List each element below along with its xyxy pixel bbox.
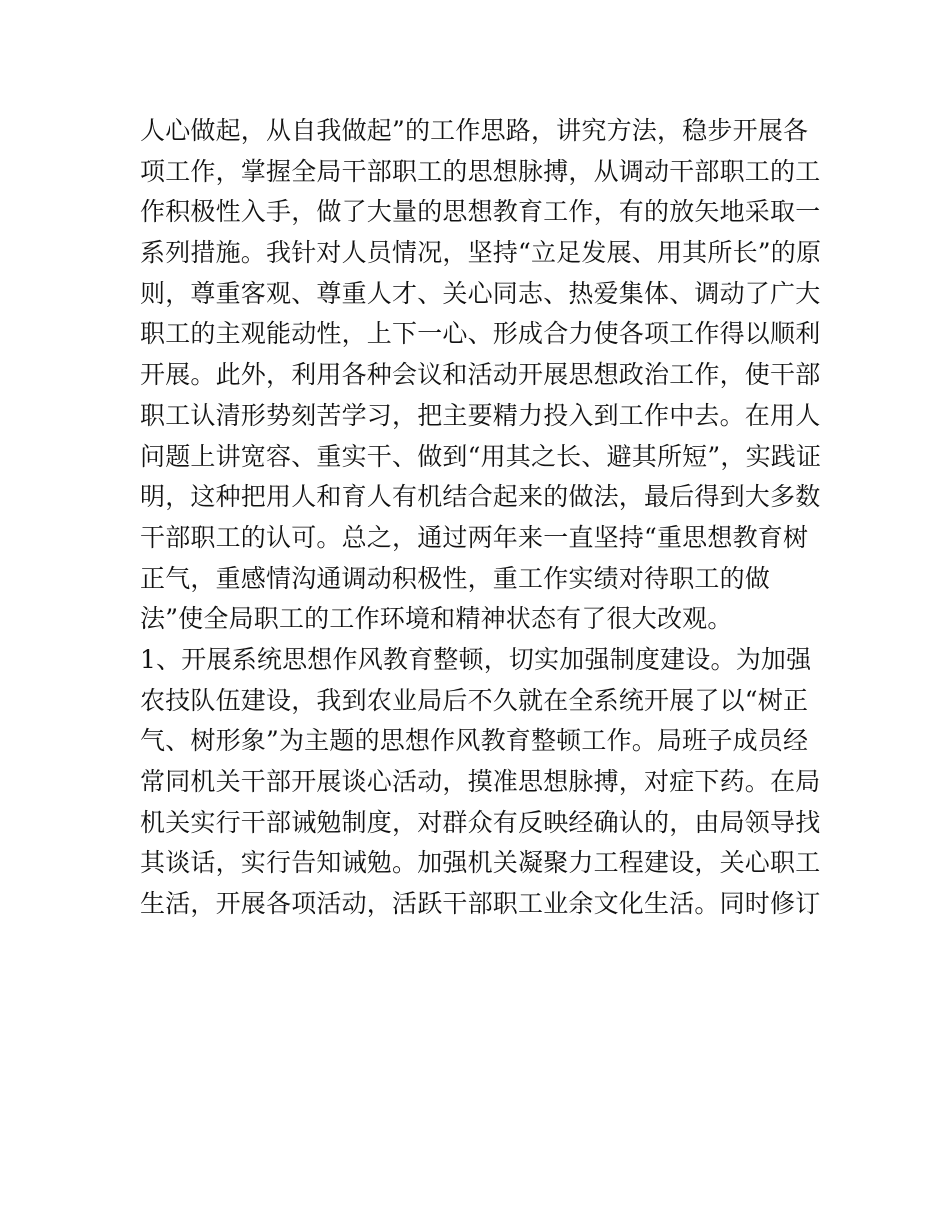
paragraph-1 <box>140 111 820 640</box>
text-line: 生活，开展各项活动，活跃干部职工业余文化生活。同时修订 <box>140 889 821 919</box>
text-line: 1、开展系统思想作风教育整顿，切实加强制度建设。为加强 <box>140 644 812 674</box>
text-line: 明，这种把用人和育人有机结合起来的做法，最后得到大多数 <box>140 482 821 512</box>
text-line: 干部职工的认可。总之，通过两年来一直坚持“重思想教育树 <box>140 522 809 552</box>
text-line: 职工认清形势刻苦学习，把主要精力投入到工作中去。在用人 <box>140 400 821 430</box>
text-line: 开展。此外，利用各种会议和活动开展思想政治工作，使干部 <box>140 360 821 390</box>
text-line: 其谈话，实行告知诫勉。加强机关凝聚力工程建设，关心职工 <box>140 848 821 878</box>
text-line: 则，尊重客观、尊重人才、关心同志、热爱集体、调动了广大 <box>140 278 821 308</box>
text-line: 职工的主观能动性，上下一心、形成合力使各项工作得以顺利 <box>140 319 821 349</box>
text-line: 农技队伍建设，我到农业局后不久就在全系统开展了以“树正 <box>140 685 809 715</box>
text-line: 作积极性入手，做了大量的思想教育工作，有的放矢地采取一 <box>140 197 821 227</box>
text-line: 气、树形象”为主题的思想作风教育整顿工作。局班子成员经 <box>140 726 809 756</box>
document-body <box>140 111 820 925</box>
paragraph-2 <box>140 640 820 925</box>
text-line: 问题上讲宽容、重实干、做到“用其之长、避其所短”，实践证 <box>140 441 822 471</box>
text-line: 机关实行干部诫勉制度，对群众有反映经确认的，由局领导找 <box>140 807 821 837</box>
text-line: 项工作，掌握全局干部职工的思想脉搏，从调动干部职工的工 <box>140 156 821 186</box>
text-line: 正气，重感情沟通调动积极性，重工作实绩对待职工的做 <box>140 563 771 593</box>
text-line: 人心做起，从自我做起”的工作思路，讲究方法，稳步开展各 <box>140 116 809 145</box>
text-line: 系列措施。我针对人员情况，坚持“立足发展、用其所长”的原 <box>140 238 822 268</box>
text-line: 法”使全局职工的工作环境和精神状态有了很大改观。 <box>140 604 733 634</box>
text-line: 常同机关干部开展谈心活动，摸准思想脉搏，对症下药。在局 <box>140 767 821 796</box>
